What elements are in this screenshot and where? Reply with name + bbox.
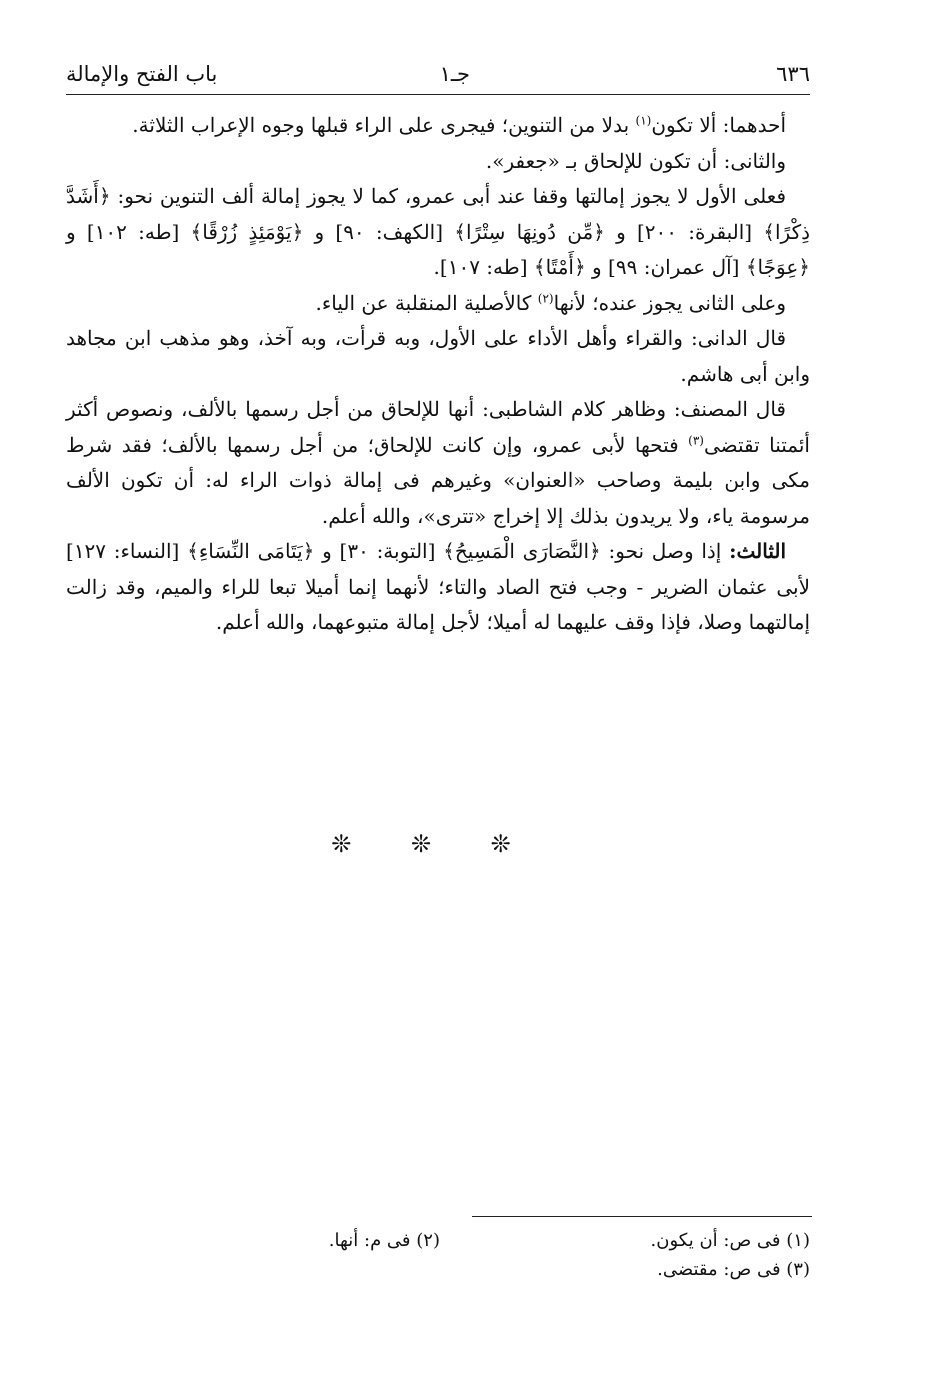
chapter-title: باب الفتح والإمالة xyxy=(66,62,218,86)
paragraph-6 xyxy=(66,392,810,534)
footnote-divider xyxy=(472,1216,812,1217)
paragraph-4-rest: كالأصلية المنقلبة عن الياء. xyxy=(315,290,538,315)
footnote-ref-1: (١) xyxy=(635,113,652,128)
footnote-row-1 xyxy=(66,1226,810,1255)
footnote-ref-2: (٢) xyxy=(537,290,554,305)
footnote-3: (٣) فى ص: مقتضى. xyxy=(657,1259,810,1280)
paragraph-6-rest: فتحها لأبى عمرو، وإن كانت للإلحاق؛ من أجل رسمها بالألف؛ فقد شرط مكى وابن بليمة وصاحب «العنوان» وغيرهم فى إمالة ذوات الراء له: أن تكون الألف مرسومة ياء، ولا يريدون بذلك إلا إخراج «تترى»، والله أعلم. xyxy=(66,432,810,528)
footnotes xyxy=(66,1226,810,1284)
paragraph-6-text: قال المصنف: وظاهر كلام الشاطبى: أنها للإلحاق من أجل رسمها بالألف، ونصوص أكثر أئمتنا تقتضى xyxy=(66,397,810,457)
paragraph-1 xyxy=(66,108,810,144)
paragraph-4-text: وعلى الثانى يجوز عنده؛ لأنها xyxy=(553,290,786,315)
paragraph-3: فعلى الأول لا يجوز إمالتها وقفا عند أبى عمرو، كما لا يجوز إمالة ألف التنوين نحو: ﴿أَشَدَّ ذِكْرًا﴾ [البقرة: ٢٠٠] و ﴿مِّن دُونِهَا سِتْرًا﴾ [الكهف: ٩٠] و ﴿يَوْمَئِذٍ زُرْقًا﴾ [طه: ١٠٢] و ﴿عِوَجًا﴾ [آل عمران: ٩٩] و ﴿أَمْتًا﴾ [طه: ١٠٧]. xyxy=(66,184,811,279)
section-separator: ❊ ❊ ❊ xyxy=(331,830,537,858)
paragraph-1-rest: بدلا من التنوين؛ فيجرى على الراء قبلها وجوه الإعراب الثلاثة. xyxy=(132,113,636,137)
volume-label: جـ١ xyxy=(439,62,470,86)
paragraph-2: والثانى: أن تكون للإلحاق بـ «جعفر». xyxy=(485,148,786,173)
footnote-2: (٢) فى م: أنها. xyxy=(328,1230,440,1251)
section-label-third: الثالث: xyxy=(729,539,787,563)
paragraph-5: قال الدانى: والقراء وأهل الأداء على الأول، وبه قرأت، وبه آخذ، وهو مذهب ابن مجاهد وابن أبى هاشم. xyxy=(66,326,810,386)
footnote-row-2 xyxy=(66,1255,810,1284)
running-header xyxy=(66,58,810,95)
main-text xyxy=(66,108,810,641)
page-number: ٦٣٦ xyxy=(776,62,810,86)
paragraph-7-text: إذا وصل نحو: ﴿النَّصَارَى الْمَسِيحُ﴾ [التوبة: ٣٠] و ﴿يَتَامَى النِّسَاءِ﴾ [النساء: ١٢٧] لأبى عثمان الضرير - وجب فتح الصاد والتاء؛ لأنهما إنما أميلا تبعا للراء والميم، وقد زالت إمالتهما وصلا، فإذا وقف عليهما له أميلا؛ لأجل إمالة متبوعهما، والله أعلم. xyxy=(66,539,810,634)
paragraph-1-text: أحدهما: ألا تكون xyxy=(651,113,786,137)
paragraph-4 xyxy=(66,286,810,322)
paragraph-7 xyxy=(66,534,810,641)
footnote-ref-3: (٣) xyxy=(688,432,704,447)
footnote-1: (١) فى ص: أن يكون. xyxy=(650,1230,810,1251)
